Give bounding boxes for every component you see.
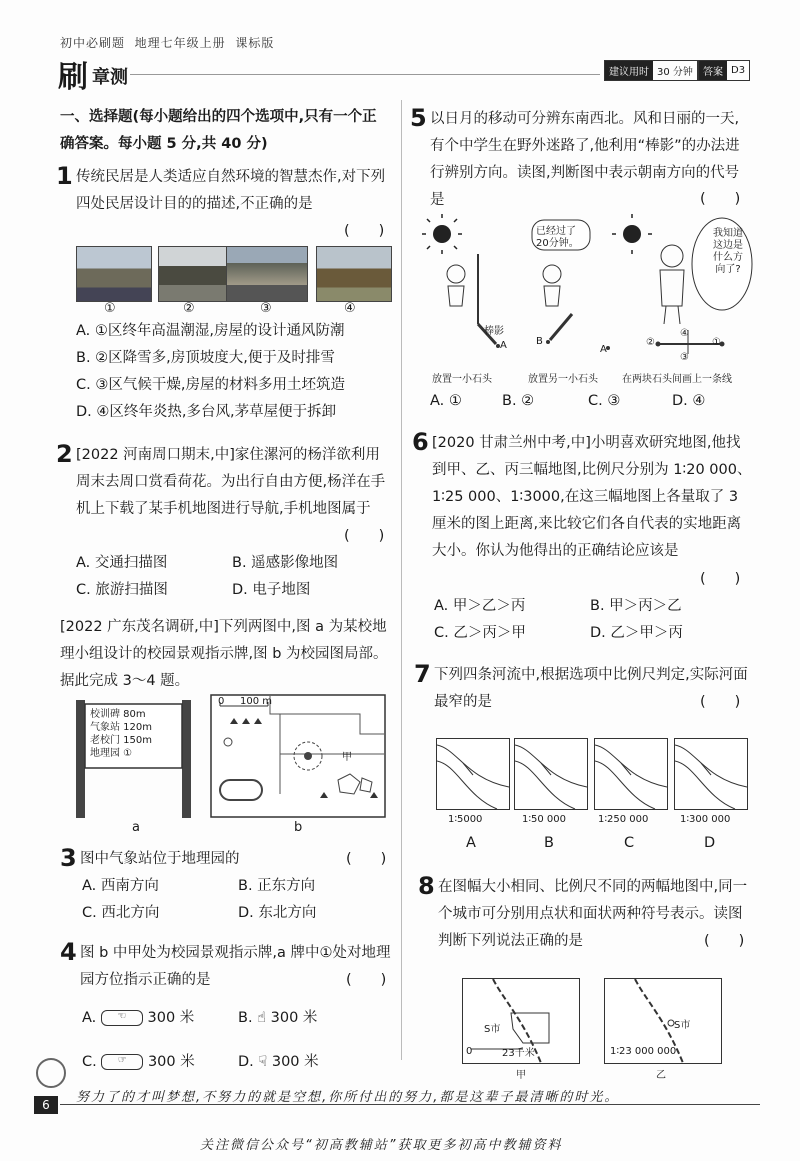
photo-label-3: ③ xyxy=(260,301,272,316)
q4-c-distance: 300 米 xyxy=(147,1054,195,1070)
q5-option-d[interactable]: D. ④ xyxy=(672,393,706,409)
q4-c-letter: C. xyxy=(82,1054,97,1070)
q5-number: 5 xyxy=(410,104,427,132)
cap-stone-1: 放置一小石头 xyxy=(432,374,492,385)
sign-row-2: 气象站 120m xyxy=(90,722,153,733)
q2-number: 2 xyxy=(56,440,73,468)
q6-number: 6 xyxy=(412,428,429,456)
photo-3 xyxy=(226,246,308,302)
sun-icon-2 xyxy=(612,214,652,254)
photo-label-1: ① xyxy=(104,301,116,316)
dir-3: ③ xyxy=(680,352,689,363)
river-box-a xyxy=(436,738,510,810)
q4-option-c[interactable] xyxy=(82,1049,195,1076)
q4-number: 4 xyxy=(60,938,77,966)
section-title: 章测 xyxy=(92,67,128,88)
map-right-label: 乙 xyxy=(656,1070,666,1081)
map-left-label: 甲 xyxy=(516,1070,526,1081)
q6-paren: ( ) xyxy=(700,571,741,587)
photo-2 xyxy=(158,246,234,302)
footer-motto: 努力了的才叫梦想,不努力的就是空想,你所付出的努力,都是这辈子最清晰的时光。 xyxy=(76,1090,620,1105)
q2-option-c[interactable]: C. 旅游扫描图 xyxy=(76,582,168,598)
q7-option-a[interactable]: A xyxy=(466,835,476,851)
q7-option-d[interactable]: D xyxy=(704,835,716,851)
q2-option-a[interactable]: A. 交通扫描图 xyxy=(76,555,168,571)
hand-pointing-up-icon: ☝ xyxy=(257,1010,267,1026)
hand-pointing-right-icon: ☞ xyxy=(101,1054,143,1070)
q6-option-c[interactable]: C. 乙＞丙＞甲 xyxy=(434,625,526,641)
q3-paren: ( ) xyxy=(346,851,387,867)
q4-b-letter: B. xyxy=(238,1010,253,1026)
point-a-2: A xyxy=(600,344,607,355)
q5-stem: 以日月的移动可分辨东南西北。风和日丽的一天,有个中学生在野外迷路了,他利用“棒影”的办法进行辨别方向。读图,判断图中表示朝南方向的代号是 xyxy=(430,111,740,208)
q3-number: 3 xyxy=(60,844,77,872)
photo-label-4: ④ xyxy=(344,301,356,316)
sign-rows xyxy=(90,708,152,760)
hand-pointing-down-icon: ☟ xyxy=(258,1054,268,1070)
city-right: S市 xyxy=(674,1020,691,1031)
scale-d: 1∶300 000 xyxy=(680,814,731,825)
city-left: S市 xyxy=(484,1024,501,1035)
hand-pointing-left-icon: ☜ xyxy=(101,1010,143,1026)
brand-logo: 刷 xyxy=(58,60,88,95)
q7-paren: ( ) xyxy=(700,694,741,710)
figure-b-map xyxy=(210,694,386,818)
scale-zero: 0 xyxy=(218,696,225,707)
photo-4 xyxy=(316,246,392,302)
figure-a-label: a xyxy=(132,820,140,835)
q4-a-letter: A. xyxy=(82,1010,97,1026)
shadow-label: 棒影 xyxy=(484,326,504,337)
q1-option-b[interactable]: B. ②区降雪多,房顶坡度大,便于及时排雪 xyxy=(76,350,335,366)
q34-intro: [2022 广东茂名调研,中]下列两图中,图 a 为某校地理小组设计的校园景观指示牌,图 b 为校园图局部。据此完成 3～4 题。 xyxy=(60,619,388,689)
answer-label: 答案 xyxy=(699,61,727,80)
sign-row-3: 老校门 150m xyxy=(90,735,153,746)
scale-c: 1∶250 000 xyxy=(598,814,649,825)
q6-option-d[interactable]: D. 乙＞甲＞丙 xyxy=(590,625,683,641)
bottom-notice: 关注微信公众号“初高教辅站”获取更多初高中教辅资料 xyxy=(200,1138,563,1153)
q7-stem: 下列四条河流中,根据选项中比例尺判定,实际河面最窄的是 xyxy=(434,667,748,710)
q5-paren: ( ) xyxy=(700,191,741,207)
photo-1 xyxy=(76,246,152,302)
q1-number: 1 xyxy=(56,162,73,190)
q7-number: 7 xyxy=(414,660,431,688)
q2-stem: [2022 河南周口期末,中]家住漯河的杨洋欲利用周末去周口赏看荷花。为出行自由方便,杨洋在手机上下载了某手机地图进行导航,手机地图属于 xyxy=(76,447,386,517)
q4-paren: ( ) xyxy=(346,972,387,988)
figure-b-label: b xyxy=(294,820,303,835)
q2-option-d[interactable]: D. 电子地图 xyxy=(232,582,311,598)
q1-option-a[interactable]: A. ①区终年高温潮湿,房屋的设计通风防潮 xyxy=(76,323,345,339)
q4-option-b[interactable] xyxy=(238,1005,317,1032)
q6-option-a[interactable]: A. 甲＞乙＞丙 xyxy=(434,598,526,614)
scale-b: 1∶50 000 xyxy=(522,814,566,825)
scale-left: 23千米 xyxy=(502,1048,535,1059)
bubble-2: 我知道这边是什么方向了? xyxy=(713,228,743,275)
q3-option-b[interactable]: B. 正东方向 xyxy=(238,878,316,894)
q6-stem: [2020 甘肃兰州中考,中]小明喜欢研究地图,他找到甲、乙、丙三幅地图,比例尺分别为 1∶20 000、1∶25 000、1∶3000,在这三幅地图上各量取了 3 厘米的图上距离,来比较它们各自代表的实地距离大小。你认为他得出的正确结论应该是 xyxy=(432,435,752,559)
q5-option-a[interactable]: A. ① xyxy=(430,393,462,409)
q4-option-a[interactable] xyxy=(82,1005,194,1032)
river-box-c xyxy=(594,738,668,810)
header-series: 初中必刷题 地理七年级上册 课标版 xyxy=(60,36,275,50)
scale-a: 1∶5000 xyxy=(448,814,483,825)
q4-d-distance: 300 米 xyxy=(271,1054,319,1070)
point-a-1: A xyxy=(500,340,507,351)
q1-paren: ( ) xyxy=(344,223,385,239)
river-box-d xyxy=(674,738,748,810)
river-box-b xyxy=(514,738,588,810)
q6-option-b[interactable]: B. 甲＞丙＞乙 xyxy=(590,598,682,614)
q4-option-d[interactable] xyxy=(238,1049,319,1076)
q3-option-c[interactable]: C. 西北方向 xyxy=(82,905,160,921)
map-jia: 甲 xyxy=(342,752,352,763)
q1-option-d[interactable]: D. ④区终年炎热,多台风,茅草屋便于拆卸 xyxy=(76,404,337,420)
time-box xyxy=(604,60,698,81)
q5-option-c[interactable]: C. ③ xyxy=(588,393,621,409)
scale-100m: 100 m xyxy=(240,696,273,707)
q3-stem: 图中气象站位于地理园的 xyxy=(80,851,240,867)
q4-a-distance: 300 米 xyxy=(147,1010,195,1026)
q2-paren: ( ) xyxy=(344,528,385,544)
photo-label-2: ② xyxy=(183,301,195,316)
q7-option-b[interactable]: B xyxy=(544,835,554,851)
q8-stem: 在图幅大小相同、比例尺不同的两幅地图中,同一个城市可分别用点状和面状两种符号表示。读图判断下列说法正确的是 xyxy=(438,879,748,949)
dir-2: ② xyxy=(646,337,655,348)
dir-4: ④ xyxy=(680,328,689,339)
sign-row-1: 校训碑 80m xyxy=(90,709,146,720)
bubble-1: 已经过了20分钟。 xyxy=(536,226,579,249)
q1-stem-text: 传统民居是人类适应自然环境的智慧杰作,对下列四处民居设计目的的描述,不正确的是 xyxy=(76,169,386,212)
q4-b-distance: 300 米 xyxy=(270,1010,318,1026)
sun-icon-1 xyxy=(422,214,462,254)
time-label: 建议用时 xyxy=(605,61,653,80)
footer-logo-icon xyxy=(36,1058,66,1088)
q8-number: 8 xyxy=(418,872,435,900)
part1-heading: 一、选择题(每小题给出的四个选项中,只有一个正确答案。每小题 5 分,共 40 分) xyxy=(60,109,377,152)
answer-page: D3 xyxy=(731,65,746,76)
q7-option-c[interactable]: C xyxy=(624,835,635,851)
point-b: B xyxy=(536,336,543,347)
page-number: 6 xyxy=(34,1096,58,1114)
answer-box xyxy=(698,60,750,81)
cap-line: 在两块石头间画上一条线 xyxy=(622,374,732,385)
q3-option-d[interactable]: D. 东北方向 xyxy=(238,905,317,921)
q8-paren: ( ) xyxy=(704,933,745,949)
q1-stem xyxy=(76,164,392,218)
q1-option-c[interactable]: C. ③区气候干燥,房屋的材料多用土坯筑造 xyxy=(76,377,345,393)
header-rule xyxy=(130,74,600,75)
column-divider xyxy=(401,100,402,1060)
cap-stone-2: 放置另一小石头 xyxy=(528,374,598,385)
sign-row-4: 地理园 ① xyxy=(90,748,133,759)
time-value: 30 分钟 xyxy=(657,67,693,78)
q5-option-b[interactable]: B. ② xyxy=(502,393,535,409)
q3-option-a[interactable]: A. 西南方向 xyxy=(82,878,159,894)
q4-d-letter: D. xyxy=(238,1054,254,1070)
dir-1: ① xyxy=(712,337,721,348)
q2-option-b[interactable]: B. 遥感影像地图 xyxy=(232,555,339,571)
q4-stem: 图 b 中甲处为校园景观指示牌,a 牌中①处对地理园方位指示正确的是 xyxy=(80,945,391,988)
scale-left-zero: 0 xyxy=(466,1046,473,1057)
scale-right: 1∶23 000 000 xyxy=(610,1046,677,1057)
